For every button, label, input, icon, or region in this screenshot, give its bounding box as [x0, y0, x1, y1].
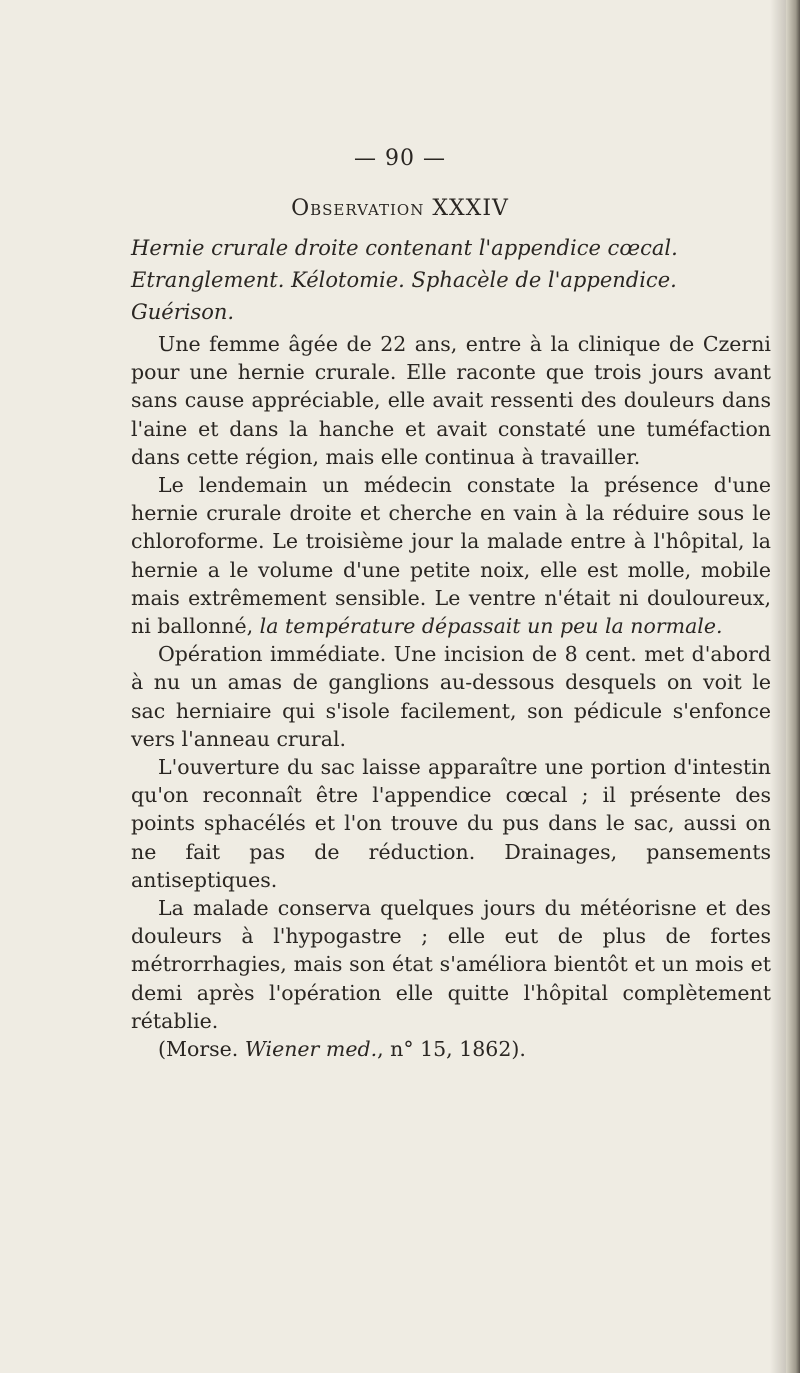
paragraph-4: [131, 753, 771, 894]
paragraph-text: La malade conserva quelques jours du météorisne et des douleurs à l'hypogastre ; elle eut de plus de fortes métrorrhagies, mais son état s'améliora bientôt et un mois et demi après l'opération elle quitte l'hôpital complètement rétablie.: [131, 896, 771, 1033]
paragraph-text: Une femme âgée de 22 ans, entre à la clinique de Czerni pour une hernie crurale. Elle raconte que trois jours avant sans cause appréciable, elle avait ressenti des douleurs dans l'aine et dans la hanche et avait constaté une tuméfaction dans cette région, mais elle continua à travailler.: [131, 332, 771, 469]
paragraph-2: [131, 471, 771, 640]
observation-label: Observation: [291, 196, 425, 221]
observation-title: [0, 196, 800, 221]
paragraph-text: L'ouverture du sac laisse apparaître une portion d'intestin qu'on reconnaît être l'appendice cœcal ; il présente des points sphacélés et l'on trouve du pus dans le sac, aussi on ne fait pas de réduction. Drainages, pansements antiseptiques.: [131, 755, 771, 892]
paragraph-5: [131, 894, 771, 1035]
paragraph-1: [131, 330, 771, 471]
citation: [131, 1035, 771, 1063]
paragraph-text: Opération immédiate. Une incision de 8 cent. met d'abord à nu un amas de ganglions au-dessous desquels on voit le sac herniaire qui s'isole facilement, son pédicule s'enfonce vers l'anneau crural.: [131, 642, 771, 751]
paragraph-text: Le lendemain un médecin constate la présence d'une hernie crurale droite et cherche en vain à la réduire sous le chloroforme. Le troisième jour la malade entre à l'hôpital, la hernie a le volume d'une petite noix, elle est molle, mobile mais extrêmement sensible. Le ventre n'était ni douloureux, ni ballonné,: [131, 473, 771, 639]
observation-body: [131, 330, 771, 1063]
paragraph-3: [131, 640, 771, 753]
citation-issue: , n° 15, 1862).: [377, 1037, 526, 1062]
observation-number: XXXIV: [432, 196, 509, 221]
citation-author: (Morse.: [158, 1037, 245, 1062]
observation-subtitle: Hernie crurale droite contenant l'appendice cœcal. Etranglement. Kélotomie. Sphacèle de l'appendice. Guérison.: [131, 236, 678, 324]
page-number: — 90 —: [354, 146, 446, 171]
citation-journal: Wiener med.: [244, 1037, 378, 1062]
paragraph-italic: la température dépassait un peu la normale.: [259, 614, 723, 639]
